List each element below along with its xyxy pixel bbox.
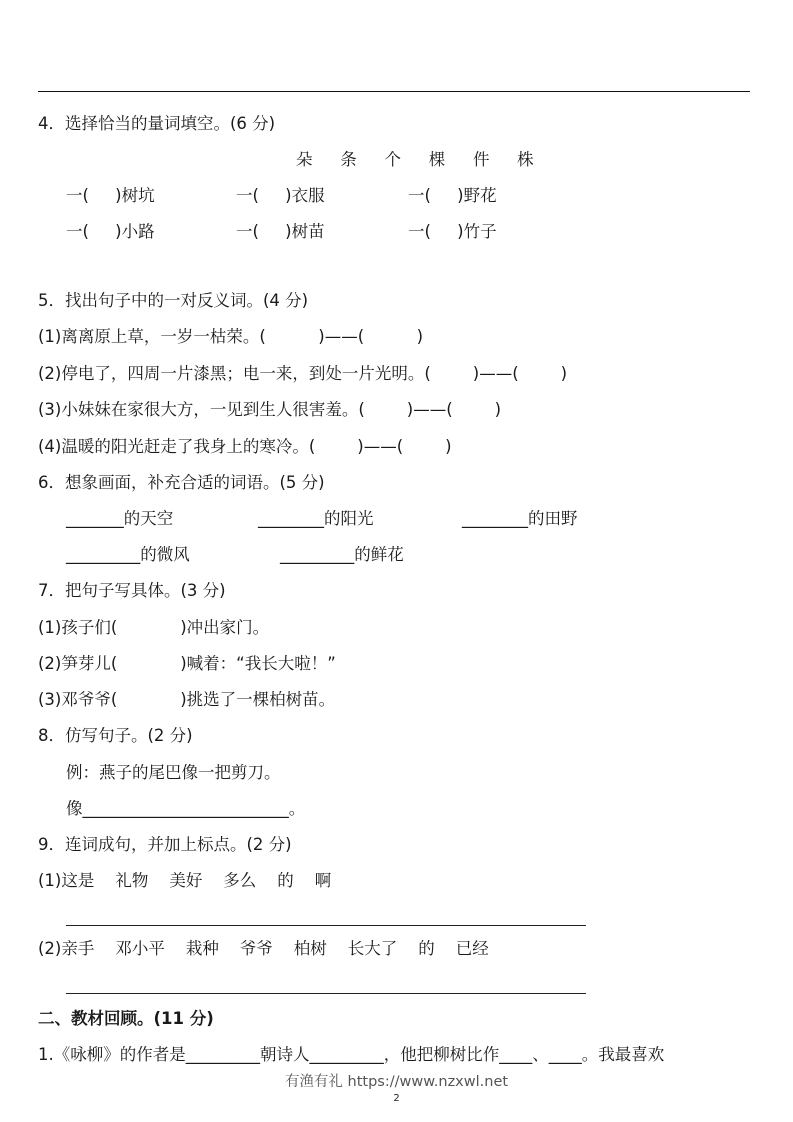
q9-title: 9．连词成句，并加上标点。(2 分) <box>38 835 292 854</box>
q8-example: 例：燕子的尾巴像一把剪刀。 <box>66 763 281 782</box>
header-rule <box>38 91 750 92</box>
q4-item[interactable]: 一( )竹子 <box>408 222 497 241</box>
q4-item[interactable]: 一( )树坑 <box>66 186 155 205</box>
q6-blank[interactable]: ________的阳光 <box>258 509 374 528</box>
q4-item[interactable]: 一( )衣服 <box>236 186 325 205</box>
page-number: 2 <box>393 1093 400 1104</box>
q5-item[interactable]: (4)温暖的阳光赶走了我身上的寒冷。( )——( ) <box>38 437 452 456</box>
q7-item[interactable]: (2)笋芽儿( )喊着：“我长大啦！” <box>38 654 336 673</box>
q8-title: 8．仿写句子。(2 分) <box>38 726 193 745</box>
section2-title: 二、教材回顾。(11 分) <box>38 1009 214 1028</box>
q7-item[interactable]: (3)邓爷爷( )挑选了一棵柏树苗。 <box>38 690 336 709</box>
q9-item-2: (2)亲手 邓小平 栽种 爷爷 柏树 长大了 的 已经 <box>38 939 489 958</box>
q4-item[interactable]: 一( )树苗 <box>236 222 325 241</box>
q6-title: 6．想象画面，补充合适的词语。(5 分) <box>38 473 325 492</box>
q5-item[interactable]: (3)小妹妹在家很大方，一见到生人很害羞。( )——( ) <box>38 400 502 419</box>
q7-item[interactable]: (1)孩子们( )冲出家门。 <box>38 618 270 637</box>
q4-word-bank: 朵 条 个 棵 件 株 <box>296 150 534 169</box>
q6-blank[interactable]: _________的微风 <box>66 545 190 564</box>
q5-item[interactable]: (1)离离原上草，一岁一枯荣。( )——( ) <box>38 327 424 346</box>
q6-blank[interactable]: _________的鲜花 <box>280 545 404 564</box>
q4-title: 4．选择恰当的量词填空。(6 分) <box>38 114 276 133</box>
q6-blank[interactable]: _______的天空 <box>66 509 174 528</box>
q7-title: 7．把句子写具体。(3 分) <box>38 581 226 600</box>
q5-item[interactable]: (2)停电了，四周一片漆黑；电一来，到处一片光明。( )——( ) <box>38 364 568 383</box>
q4-item[interactable]: 一( )野花 <box>408 186 497 205</box>
footer-watermark-url: 有渔有礼 https://www.nzxwl.net <box>284 1074 509 1090</box>
q9-answer-line-2[interactable] <box>66 993 586 994</box>
q9-item-1: (1)这是 礼物 美好 多么 的 啊 <box>38 871 332 890</box>
q4-item[interactable]: 一( )小路 <box>66 222 155 241</box>
q6-blank[interactable]: ________的田野 <box>462 509 578 528</box>
section2-q1[interactable]: 1.《咏柳》的作者是_________朝诗人_________，他把柳树比作____、____。我最喜欢 <box>38 1045 665 1064</box>
q5-title: 5．找出句子中的一对反义词。(4 分) <box>38 291 309 310</box>
q8-blank[interactable]: 像_________________________。 <box>66 799 306 818</box>
q9-answer-line-1[interactable] <box>66 925 586 926</box>
